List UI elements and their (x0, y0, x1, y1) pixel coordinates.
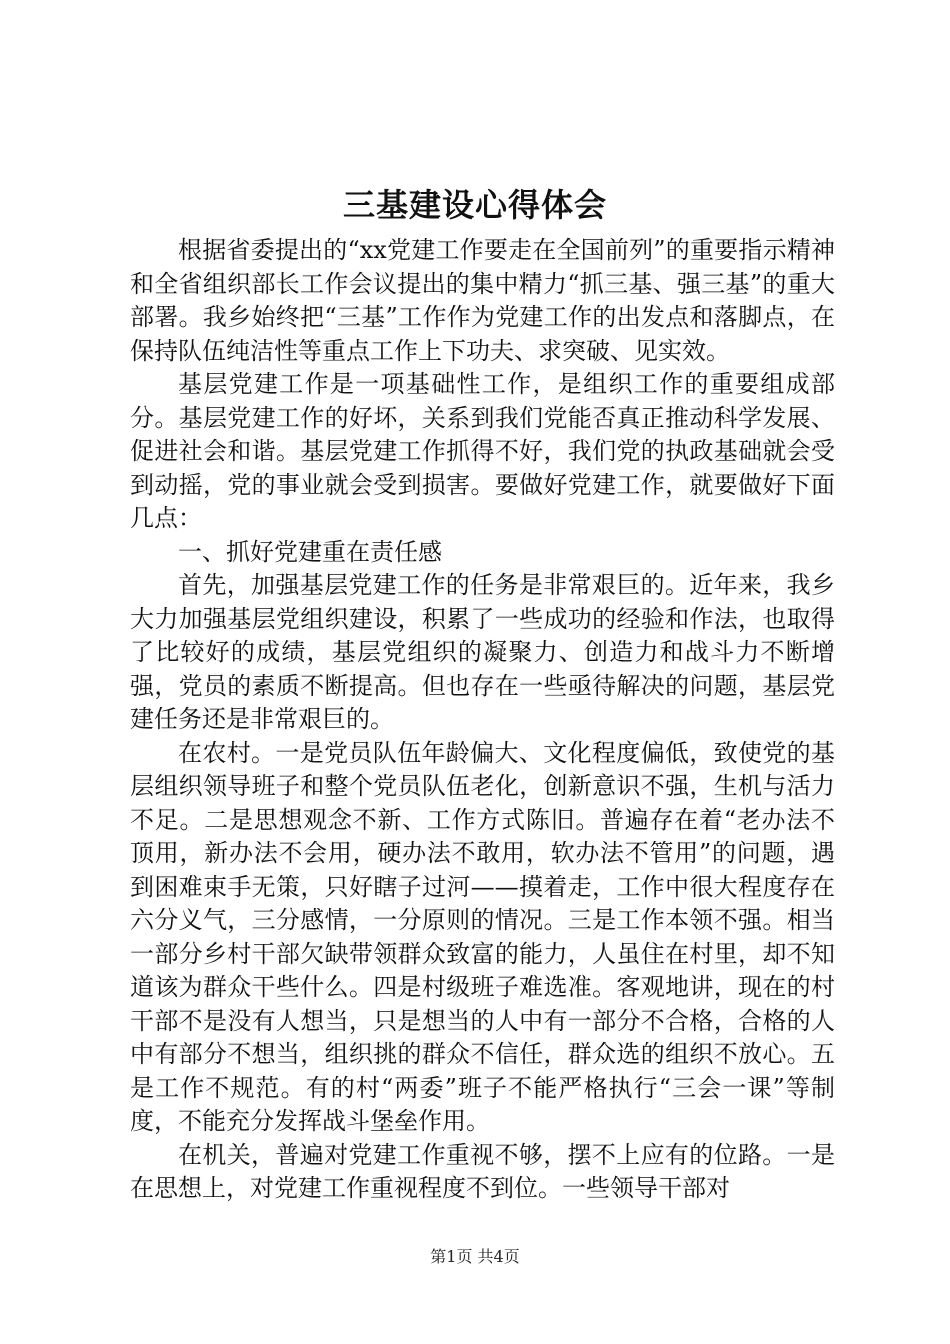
paragraph-3: 首先，加强基层党建工作的任务是非常艰巨的。近年来，我乡大力加强基层党组织建设，积累了一些成功的经验和作法，也取得了比较好的成绩，基层党组织的凝聚力、创造力和战斗力不断增强，党员的素质不断提高。但也存在一些亟待解决的问题，基层党建任务还是非常艰巨的。 (130, 571, 835, 733)
page-number-footer: 第1页 共4页 (430, 1247, 520, 1266)
document-title: 三基建设心得体会 (342, 186, 607, 224)
document-body (130, 234, 835, 1206)
section-heading-1: 一、抓好党建重在责任感 (178, 537, 442, 566)
paragraph-2: 基层党建工作是一项基础性工作，是组织工作的重要组成部分。基层党建工作的好坏，关系到我们党能否真正推动科学发展、促进社会和谐。基层党建工作抓得不好，我们党的执政基础就会受到动摇，党的事业就会受到损害。要做好党建工作，就要做好下面几点： (130, 370, 835, 532)
paragraph-1: 根据省委提出的“xx党建工作要走在全国前列”的重要指示精神和全省组织部长工作会议提出的集中精力“抓三基、强三基”的重大部署。我乡始终把“三基”工作作为党建工作的出发点和落脚点，在保持队伍纯洁性等重点工作上下功夫、求突破、见实效。 (130, 236, 835, 365)
paragraph-5: 在机关，普遍对党建工作重视不够，摆不上应有的位路。一是在思想上，对党建工作重视程度不到位。一些领导干部对 (130, 1140, 835, 1202)
paragraph-4: 在农村。一是党员队伍年龄偏大、文化程度偏低，致使党的基层组织领导班子和整个党员队伍老化，创新意识不强，生机与活力不足。二是思想观念不新、工作方式陈旧。普遍存在着“老办法不顶用，新办法不会用，硬办法不敢用，软办法不管用”的问题，遇到困难束手无策，只好瞎子过河——摸着走，工作中很大程度存在六分义气，三分感情，一分原则的情况。三是工作本领不强。相当一部分乡村干部欠缺带领群众致富的能力，人虽住在村里，却不知道该为群众干些什么。四是村级班子难选准。客观地讲，现在的村干部不是没有人想当，只是想当的人中有一部分不合格，合格的人中有部分不想当，组织挑的群众不信任，群众选的组织不放心。五是工作不规范。有的村“两委”班子不能严格执行“三会一课”等制度，不能充分发挥战斗堡垒作用。 (130, 738, 835, 1135)
